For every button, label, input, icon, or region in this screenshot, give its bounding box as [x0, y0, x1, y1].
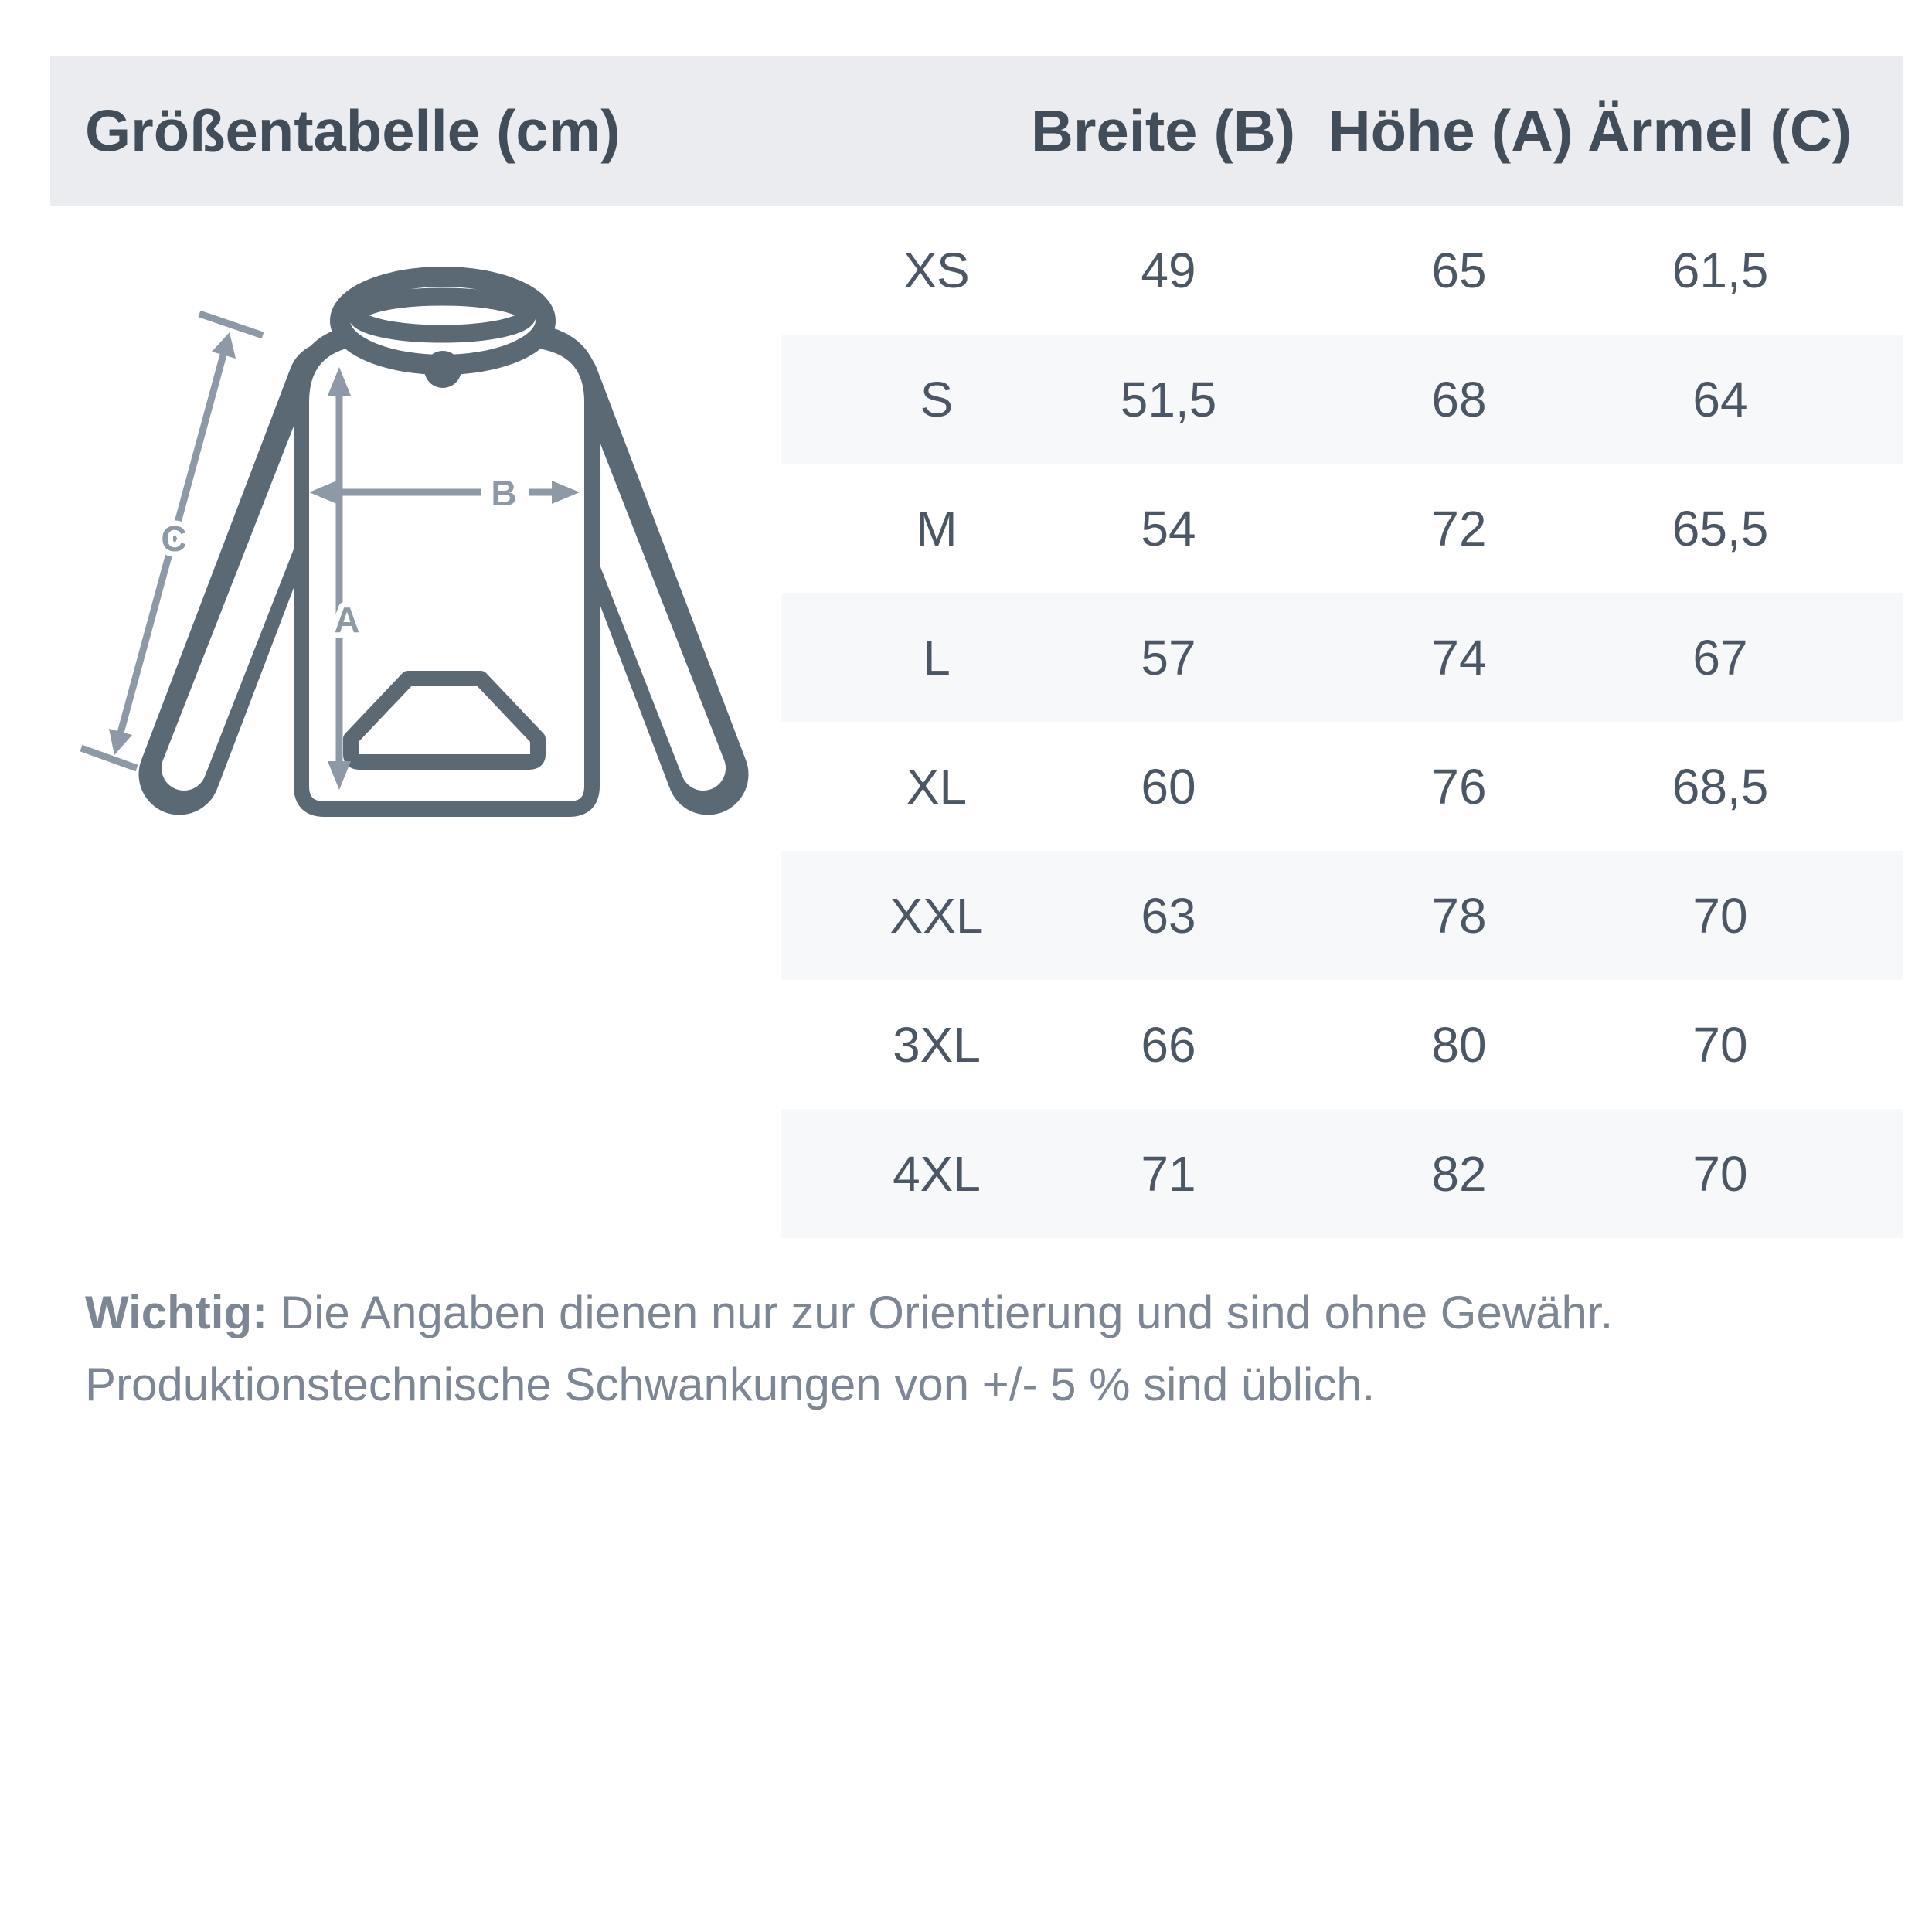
- hoehe-value: 82: [1431, 1145, 1487, 1202]
- size-label: M: [916, 500, 957, 556]
- hoehe-value: 65: [1431, 242, 1487, 298]
- measure-label-b: B: [491, 473, 517, 513]
- disclaimer-line1: Die Angaben dienen nur zur Orientierung und sind ohne Gewähr.: [267, 1287, 1614, 1338]
- aermel-value: 70: [1692, 1145, 1748, 1202]
- hoodie-measurement-diagram: [0, 193, 773, 889]
- table-row: [781, 593, 1903, 722]
- column-header-hoehe: Höhe (A): [1328, 98, 1573, 164]
- size-label: XL: [906, 758, 968, 815]
- breite-value: 66: [1141, 1016, 1196, 1073]
- aermel-value: 70: [1692, 887, 1748, 944]
- disclaimer-prefix: Wichtig:: [85, 1287, 268, 1338]
- hoehe-value: 68: [1431, 371, 1487, 427]
- size-label: XS: [903, 242, 970, 298]
- hoehe-value: 72: [1431, 500, 1487, 556]
- breite-value: 63: [1141, 887, 1196, 944]
- aermel-value: 70: [1692, 1016, 1748, 1073]
- aermel-value: 64: [1692, 371, 1748, 427]
- breite-value: 57: [1141, 629, 1196, 685]
- table-row: [781, 206, 1903, 335]
- aermel-value: 68,5: [1672, 758, 1769, 815]
- table-row: [781, 722, 1903, 851]
- table-row: [781, 851, 1903, 980]
- size-label: 4XL: [893, 1145, 981, 1202]
- measure-label-c: C: [161, 519, 187, 559]
- size-label: L: [923, 629, 951, 685]
- breite-value: 49: [1141, 242, 1196, 298]
- size-label: S: [920, 371, 954, 427]
- breite-value: 71: [1141, 1145, 1196, 1202]
- hoehe-value: 80: [1431, 1016, 1487, 1073]
- size-label: 3XL: [893, 1016, 981, 1073]
- size-label: XXL: [889, 887, 984, 944]
- column-header-breite: Breite (B): [1030, 98, 1296, 164]
- aermel-value: 67: [1692, 629, 1748, 685]
- breite-value: 60: [1141, 758, 1196, 815]
- breite-value: 54: [1141, 500, 1196, 556]
- aermel-value: 65,5: [1672, 500, 1769, 556]
- hoehe-value: 74: [1431, 629, 1487, 685]
- column-header-aermel: Ärmel (C): [1587, 98, 1852, 164]
- aermel-value: 61,5: [1672, 242, 1769, 298]
- hoehe-value: 76: [1431, 758, 1487, 815]
- measure-label-a: A: [334, 600, 360, 640]
- table-row: [781, 980, 1903, 1109]
- page-title: Größentabelle (cm): [85, 98, 621, 164]
- table-row: [781, 335, 1903, 464]
- table-header-band: [50, 56, 1903, 206]
- breite-value: 51,5: [1120, 371, 1217, 427]
- table-row: [781, 1109, 1903, 1238]
- table-row: [781, 464, 1903, 593]
- disclaimer-line2: Produktionstechnische Schwankungen von +/- 5 % sind üblich.: [85, 1359, 1376, 1410]
- disclaimer-note: [85, 1277, 1870, 1420]
- hoehe-value: 78: [1431, 887, 1487, 944]
